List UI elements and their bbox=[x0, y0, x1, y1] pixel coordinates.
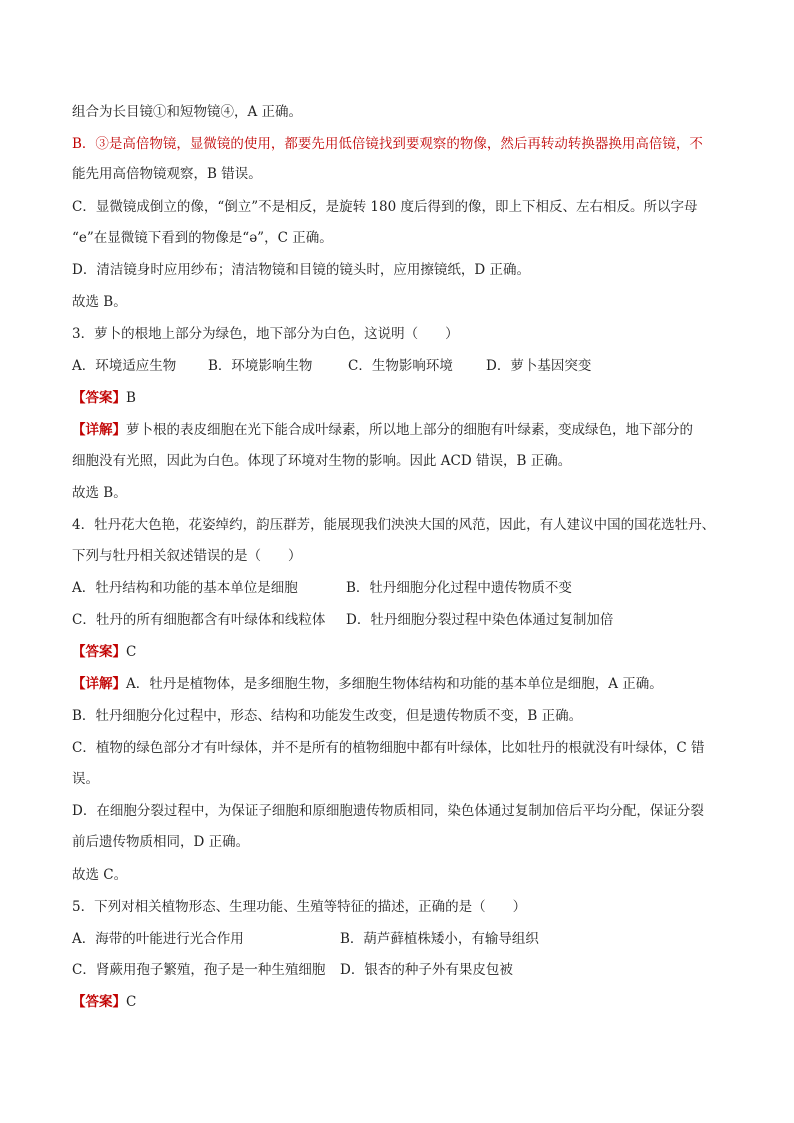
q3-answer bbox=[72, 389, 136, 407]
q3-option-d: D．萝卜基因突变 bbox=[486, 358, 592, 374]
q4-detail-a-text: A．牡丹是植物体，是多细胞生物，多细胞生物体结构和功能的基本单位是细胞，A 正确。 bbox=[126, 676, 663, 692]
q4-answer-value: C bbox=[126, 644, 137, 660]
q5-option-a: A．海带的叶能进行光合作用 bbox=[72, 931, 244, 947]
answer-tag: 【答案】 bbox=[72, 644, 126, 660]
detail-tag: 【详解】 bbox=[72, 676, 126, 692]
q4-detail-b: B．牡丹细胞分化过程中，形态、结构和功能发生改变，但是遗传物质不变，B 正确。 bbox=[72, 708, 583, 724]
q5-answer-value: C bbox=[126, 994, 137, 1010]
q4-detail-d-line2: 前后遗传物质相同，D 正确。 bbox=[72, 834, 250, 850]
q3-option-a: A．环境适应生物 bbox=[72, 358, 177, 374]
q4-detail-a bbox=[72, 675, 663, 693]
q4-choose: 故选 C。 bbox=[72, 867, 128, 883]
q3-option-b: B．环境影响生物 bbox=[208, 358, 313, 374]
q3-detail-text1: 萝卜根的表皮细胞在光下能合成叶绿素，所以地上部分的细胞有叶绿素，变成绿色，地下部分的 bbox=[126, 422, 693, 438]
q2-explanation-a: 组合为长目镜①和短物镜④，A 正确。 bbox=[72, 104, 303, 120]
answer-tag: 【答案】 bbox=[72, 994, 126, 1010]
q3-detail-line2: 细胞没有光照，因此为白色。体现了环境对生物的影响。因此 ACD 错误，B 正确。 bbox=[72, 453, 572, 469]
q4-option-b: B．牡丹细胞分化过程中遗传物质不变 bbox=[346, 580, 572, 596]
q2-explanation-d: D．清洁镜身时应用纱布；清洁物镜和目镜的镜头时，应用擦镜纸，D 正确。 bbox=[72, 262, 530, 278]
q4-option-a: A．牡丹结构和功能的基本单位是细胞 bbox=[72, 580, 298, 596]
q2-explanation-b-line1: B．③是高倍物镜，显微镜的使用，都要先用低倍镜找到要观察的物像，然后再转动转换器换用高倍镜，不 bbox=[72, 136, 703, 152]
q5-option-c: C．肾蕨用孢子繁殖，孢子是一种生殖细胞 bbox=[72, 962, 326, 978]
q2-explanation-c-line1: C．显微镜成倒立的像，“倒立”不是相反，是旋转 180 度后得到的像，即上下相反、左右相反。所以字母 bbox=[72, 199, 698, 215]
q4-answer bbox=[72, 643, 136, 661]
q4-option-d: D．牡丹细胞分裂过程中染色体通过复制加倍 bbox=[346, 612, 614, 628]
q4-detail-d-line1: D．在细胞分裂过程中，为保证子细胞和原细胞遗传物质相同，染色体通过复制加倍后平均分配，保证分裂 bbox=[72, 803, 704, 819]
q4-option-c: C．牡丹的所有细胞都含有叶绿体和线粒体 bbox=[72, 612, 326, 628]
q3-stem: 3．萝卜的根地上部分为绿色，地下部分为白色，这说明（ ） bbox=[72, 326, 459, 342]
q3-detail-line1 bbox=[72, 421, 693, 439]
q3-option-c: C．生物影响环境 bbox=[348, 358, 453, 374]
q5-stem: 5．下列对相关植物形态、生理功能、生殖等特征的描述，正确的是（ ） bbox=[72, 899, 527, 915]
q3-answer-value: B bbox=[126, 390, 136, 406]
q4-detail-c-line1: C．植物的绿色部分才有叶绿体，并不是所有的植物细胞中都有叶绿体，比如牡丹的根就没有叶绿体，C 错 bbox=[72, 740, 705, 756]
q4-detail-c-line2: 误。 bbox=[72, 771, 99, 787]
q4-stem-line2: 下列与牡丹相关叙述错误的是（ ） bbox=[72, 548, 302, 564]
detail-tag: 【详解】 bbox=[72, 422, 126, 438]
q4-stem-line1: 4．牡丹花大色艳，花姿绰约，韵压群芳，能展现我们泱泱大国的风范，因此，有人建议中国的国花选牡丹、 bbox=[72, 517, 716, 533]
q5-answer bbox=[72, 993, 136, 1011]
q2-choose: 故选 B。 bbox=[72, 294, 127, 310]
q2-explanation-b-line2: 能先用高倍物镜观察，B 错误。 bbox=[72, 166, 262, 182]
q5-option-d: D．银杏的种子外有果皮包被 bbox=[340, 962, 513, 978]
q2-explanation-c-line2: “e”在显微镜下看到的物像是“ə”，C 正确。 bbox=[72, 230, 333, 246]
q5-option-b: B．葫芦藓植株矮小，有输导组织 bbox=[340, 931, 539, 947]
q3-choose: 故选 B。 bbox=[72, 485, 127, 501]
answer-tag: 【答案】 bbox=[72, 390, 126, 406]
